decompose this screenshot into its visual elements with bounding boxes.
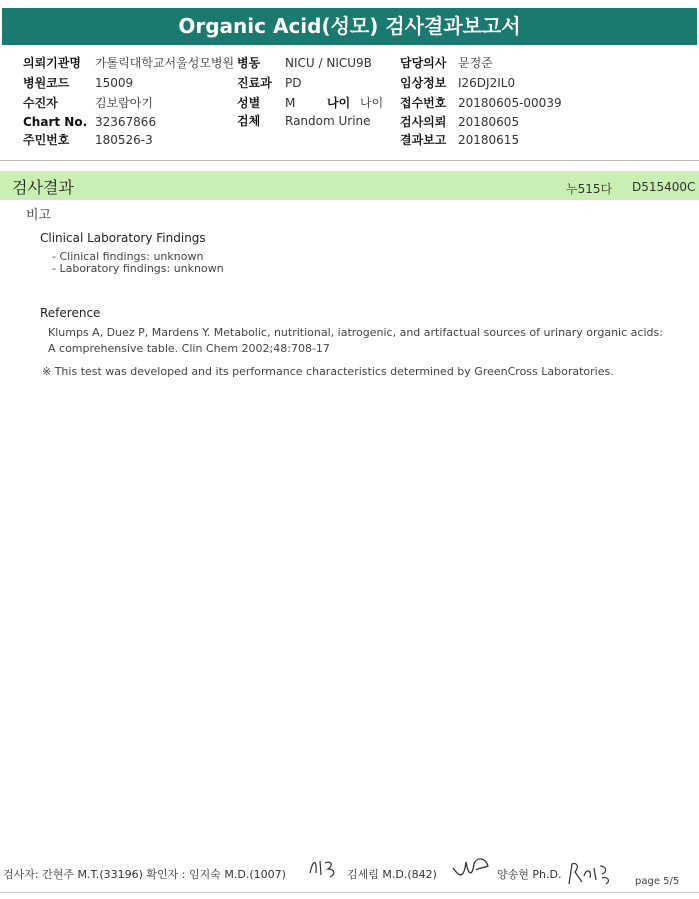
- signer-3-info: 양송현 Ph.D.: [497, 868, 562, 881]
- specimen-label: 검체: [237, 114, 261, 128]
- ward-value: NICU / NICU9B: [285, 56, 372, 70]
- age-label: 나이: [327, 96, 351, 110]
- laboratory-findings-line: - Laboratory findings: unknown: [52, 262, 224, 275]
- request-date-label: 검사의뢰: [400, 115, 447, 129]
- reference-line-1: Klumps A, Duez P, Mardens Y. Metabolic, nutritional, iatrogenic, and artifactual sources of urinary organic acids:: [48, 326, 663, 339]
- signer-2-info: 김세림 M.D.(842): [347, 868, 437, 881]
- result-code-1: 누515다: [566, 182, 613, 196]
- resident-no-label: 주민번호: [23, 133, 70, 147]
- reference-title: Reference: [40, 306, 101, 320]
- clinical-findings-title: Clinical Laboratory Findings: [40, 231, 206, 245]
- report-date-value: 20180615: [458, 133, 520, 147]
- hospital-code-label: 병원코드: [23, 76, 70, 90]
- header-divider: [0, 160, 699, 161]
- hospital-value: 가톨릭대학교서울성모병원: [95, 56, 235, 70]
- footer-divider: [0, 892, 699, 893]
- doctor-value: 문정준: [458, 56, 493, 70]
- result-section-bar: [0, 171, 699, 200]
- specimen-value: Random Urine: [285, 114, 371, 128]
- request-date-value: 20180605: [458, 115, 520, 129]
- receipt-no-label: 접수번호: [400, 96, 447, 110]
- clinical-info-label: 임상정보: [400, 76, 447, 90]
- doctor-label: 담당의사: [400, 56, 447, 70]
- note-heading: 비고: [26, 208, 52, 223]
- ward-label: 병동: [237, 56, 261, 70]
- patient-value: 김보람아기: [95, 96, 153, 110]
- clinical-info-value: I26DJ2IL0: [458, 76, 516, 90]
- signature-3: [566, 858, 616, 888]
- chart-no-label: Chart No.: [23, 115, 88, 129]
- reference-line-2: A comprehensive table. Clin Chem 2002;48:708-17: [48, 342, 330, 355]
- dept-label: 진료과: [237, 76, 272, 90]
- receipt-no-value: 20180605-00039: [458, 96, 562, 110]
- hospital-code-value: 15009: [95, 76, 134, 90]
- resident-no-value: 180526-3: [95, 133, 153, 147]
- sex-label: 성별: [237, 96, 261, 110]
- page-number: page 5/5: [635, 876, 680, 887]
- chart-no-value: 32367866: [95, 115, 157, 129]
- result-title: 검사결과: [12, 178, 74, 197]
- dept-value: PD: [285, 76, 302, 90]
- result-code-2: D515400C: [632, 180, 696, 194]
- sex-value: M: [285, 96, 296, 110]
- disclaimer-text: ※ This test was developed and its performance characteristics determined by GreenCross Laboratories.: [42, 365, 614, 378]
- clinical-findings-line: - Clinical findings: unknown: [52, 250, 204, 263]
- signature-1: [307, 855, 343, 881]
- patient-label: 수진자: [23, 96, 58, 110]
- signature-2: [450, 854, 492, 882]
- hospital-label: 의뢰기관명: [23, 56, 81, 70]
- report-date-label: 결과보고: [400, 133, 447, 147]
- tester-info: 검사자: 간현주 M.T.(33196) 확인자 : 임지숙 M.D.(1007): [3, 868, 286, 881]
- report-title: Organic Acid(성모) 검사결과보고서: [2, 8, 697, 45]
- age-value: 나이: [360, 96, 384, 110]
